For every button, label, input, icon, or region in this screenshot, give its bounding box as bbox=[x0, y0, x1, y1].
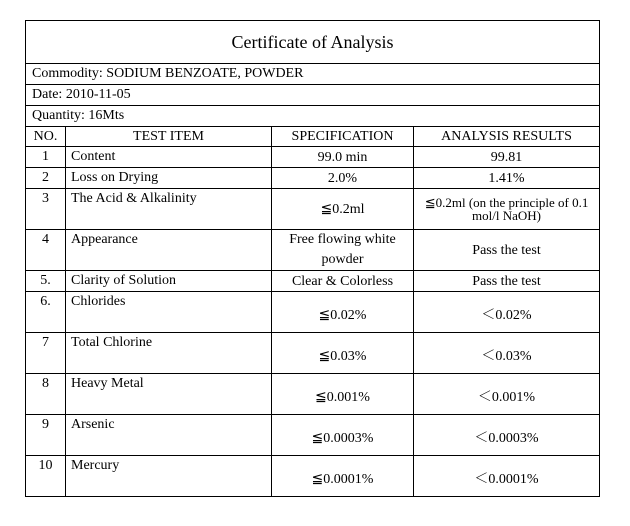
row-test-item: Arsenic bbox=[66, 415, 272, 456]
table-row bbox=[26, 271, 600, 292]
row-result: ＜0.001% bbox=[414, 374, 600, 415]
table-row bbox=[26, 292, 600, 333]
quantity-line: Quantity: 16Mts bbox=[26, 106, 600, 127]
row-specification: ≦0.02% bbox=[272, 292, 414, 333]
commodity-line: Commodity: SODIUM BENZOATE, POWDER bbox=[26, 64, 600, 85]
row-no: 7 bbox=[26, 333, 66, 374]
row-test-item: Mercury bbox=[66, 456, 272, 497]
row-result: 99.81 bbox=[414, 147, 600, 168]
table-row bbox=[26, 189, 600, 230]
table-row bbox=[26, 415, 600, 456]
table-row bbox=[26, 147, 600, 168]
row-test-item: Heavy Metal bbox=[66, 374, 272, 415]
row-specification: Clear & Colorless bbox=[272, 271, 414, 292]
row-test-item: The Acid & Alkalinity bbox=[66, 189, 272, 230]
row-result: ≦0.2ml (on the principle of 0.1 mol/l NaOH) bbox=[414, 189, 600, 230]
header-test-item: TEST ITEM bbox=[66, 127, 272, 147]
header-specification: SPECIFICATION bbox=[272, 127, 414, 147]
table-row bbox=[26, 456, 600, 497]
row-result: ＜0.02% bbox=[414, 292, 600, 333]
certificate-title: Certificate of Analysis bbox=[26, 21, 600, 64]
table-row bbox=[26, 333, 600, 374]
row-result: ＜0.03% bbox=[414, 333, 600, 374]
row-specification: 2.0% bbox=[272, 168, 414, 189]
table-row bbox=[26, 168, 600, 189]
row-specification: Free flowing white powder bbox=[272, 230, 414, 271]
row-specification: ≦0.0001% bbox=[272, 456, 414, 497]
row-result: Pass the test bbox=[414, 230, 600, 271]
row-result: ＜0.0001% bbox=[414, 456, 600, 497]
row-no: 5. bbox=[26, 271, 66, 292]
row-no: 8 bbox=[26, 374, 66, 415]
table-row bbox=[26, 230, 600, 271]
table-row bbox=[26, 374, 600, 415]
row-specification: ≦0.0003% bbox=[272, 415, 414, 456]
row-no: 1 bbox=[26, 147, 66, 168]
row-specification: ≦0.2ml bbox=[272, 189, 414, 230]
row-no: 4 bbox=[26, 230, 66, 271]
row-no: 3 bbox=[26, 189, 66, 230]
row-no: 6. bbox=[26, 292, 66, 333]
row-no: 2 bbox=[26, 168, 66, 189]
certificate-table bbox=[25, 20, 600, 497]
row-test-item: Content bbox=[66, 147, 272, 168]
row-test-item: Total Chlorine bbox=[66, 333, 272, 374]
row-result: ＜0.0003% bbox=[414, 415, 600, 456]
header-row bbox=[26, 127, 600, 147]
date-line: Date: 2010-11-05 bbox=[26, 85, 600, 106]
row-no: 10 bbox=[26, 456, 66, 497]
row-test-item: Chlorides bbox=[66, 292, 272, 333]
row-result: 1.41% bbox=[414, 168, 600, 189]
row-test-item: Appearance bbox=[66, 230, 272, 271]
row-test-item: Clarity of Solution bbox=[66, 271, 272, 292]
row-specification: 99.0 min bbox=[272, 147, 414, 168]
row-specification: ≦0.03% bbox=[272, 333, 414, 374]
header-analysis-results: ANALYSIS RESULTS bbox=[414, 127, 600, 147]
row-specification: ≦0.001% bbox=[272, 374, 414, 415]
row-result: Pass the test bbox=[414, 271, 600, 292]
header-no: NO. bbox=[26, 127, 66, 147]
row-test-item: Loss on Drying bbox=[66, 168, 272, 189]
row-no: 9 bbox=[26, 415, 66, 456]
